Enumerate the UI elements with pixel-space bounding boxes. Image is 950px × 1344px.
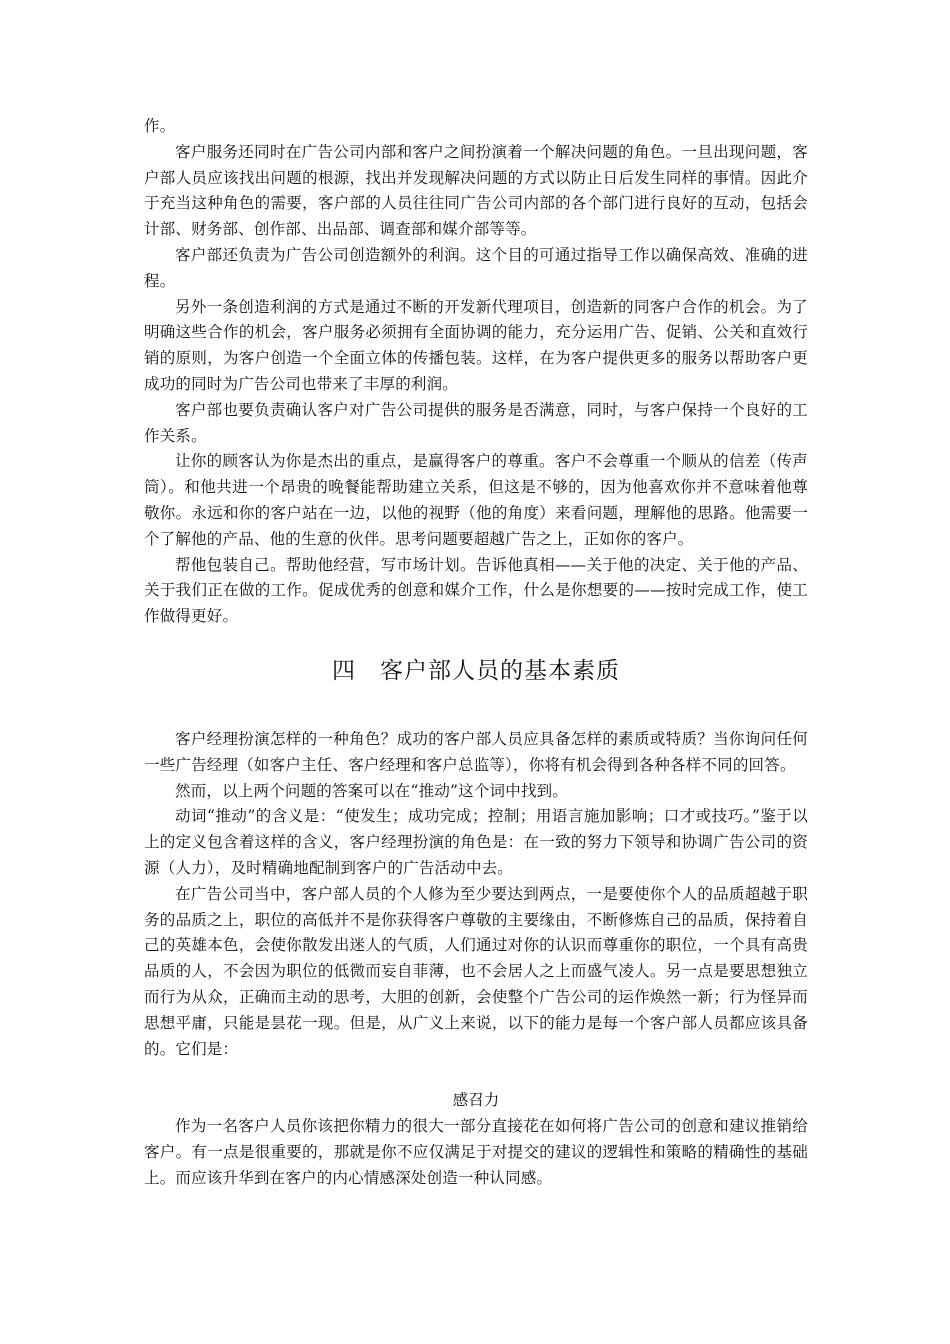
paragraph-package-client: 帮他包装自己。帮助他经营，写市场计划。告诉他真相——关于他的决定、关于他的产品、关于我们正在做的工作。促成优秀的创意和媒介工作，什么是你想要的——按时完成工作，使工作做得更好。 [144, 555, 808, 626]
document-page [144, 114, 808, 1191]
paragraph-extra-profit: 客户部还负责为广告公司创造额外的利润。这个目的可通过指导工作以确保高效、准确的进程。 [144, 245, 808, 290]
paragraph-continuation: 作。 [144, 117, 176, 135]
subsection-heading: 感召力 [452, 1091, 500, 1110]
section-heading: 四 客户部人员的基本素质 [332, 657, 620, 684]
paragraph-client-respect: 让你的顾客认为你是杰出的重点，是赢得客户的尊重。客户不会尊重一个顺从的信差（传声筒）。和他共进一个昂贵的晚餐能帮助建立关系，但这是不够的，因为他喜欢你并不意味着他尊敬你。永远和你的客户站在一边，以他的视野（他的角度）来看问题，理解他的思路。他需要一个了解他的产品、他的生意的伙伴。思考问题要超越广告之上，正如你的客户。 [144, 452, 808, 548]
paragraph-role-question: 客户经理扮演怎样的一种角色？成功的客户部人员应具备怎样的素质或特质？当你询问任何一些广告经理（如客户主任、客户经理和客户总监等），你将有机会得到各种各样不同的回答。 [144, 729, 808, 774]
paragraph-charisma: 作为一名客户人员你该把你精力的很大一部分直接花在如何将广告公司的创意和建议推销给客户。有一点是很重要的，那就是你不应仅满足于对提交的建议的逻辑性和策略的精确性的基础上。而应该升华到在客户的内心情感深处创造一种认同感。 [144, 1117, 808, 1187]
paragraph-new-business: 另外一条创造利润的方式是通过不断的开发新代理项目，创造新的同客户合作的机会。为了明确这些合作的机会，客户服务必须拥有全面协调的能力，充分运用广告、促销、公关和直效行销的原则，为客户创造一个全面立体的传播包装。这样，在为客户提供更多的服务以帮助客户更成功的同时为广告公司也带来了丰厚的利润。 [144, 297, 808, 393]
paragraph-answer-push: 然而，以上两个问题的答案可以在“推动”这个词中找到。 [175, 781, 569, 800]
paragraph-push-definition: 动词“推动”的含义是：“使发生；成功完成；控制；用语言施加影响；口才或技巧。”鉴于以上的定义包含着这样的含义，客户经理扮演的角色是：在一致的努力下领导和协调广告公司的资源（人力），及时精确地配制到客户的广告活动中去。 [144, 807, 808, 877]
paragraph-personal-cultivation: 在广告公司当中，客户部人员的个人修为至少要达到两点，一是要使你个人的品质超越于职务的品质之上，职位的高低并不是你获得客户尊敬的主要缘由，不断修炼自己的品质，保持着自己的英雄本色，会使你散发出迷人的气质，人们通过对你的认识而尊重你的职位，一个具有高贵品质的人，不会因为职位的低微而妄自菲薄，也不会居人之上而盛气凌人。另一点是要思想独立而行为从众，正确而主动的思考，大胆的创新，会使整个广告公司的运作焕然一新；行为怪异而思想平庸，只能是昙花一现。但是，从广义上来说，以下的能力是每一个客户部人员都应该具备的。它们是： [144, 884, 808, 1058]
paragraph-client-satisfaction: 客户部也要负责确认客户对广告公司提供的服务是否满意，同时，与客户保持一个良好的工作关系。 [144, 400, 808, 445]
paragraph-problem-solving: 客户服务还同时在广告公司内部和客户之间扮演着一个解决问题的角色。一旦出现问题，客户部人员应该找出问题的根源，找出并发现解决问题的方式以防止日后发生同样的事情。因此介于充当这种角色的需要，客户部的人员往往同广告公司内部的各个部门进行良好的互动，包括会计部、财务部、创作部、出品部、调查部和媒介部等等。 [144, 142, 808, 239]
